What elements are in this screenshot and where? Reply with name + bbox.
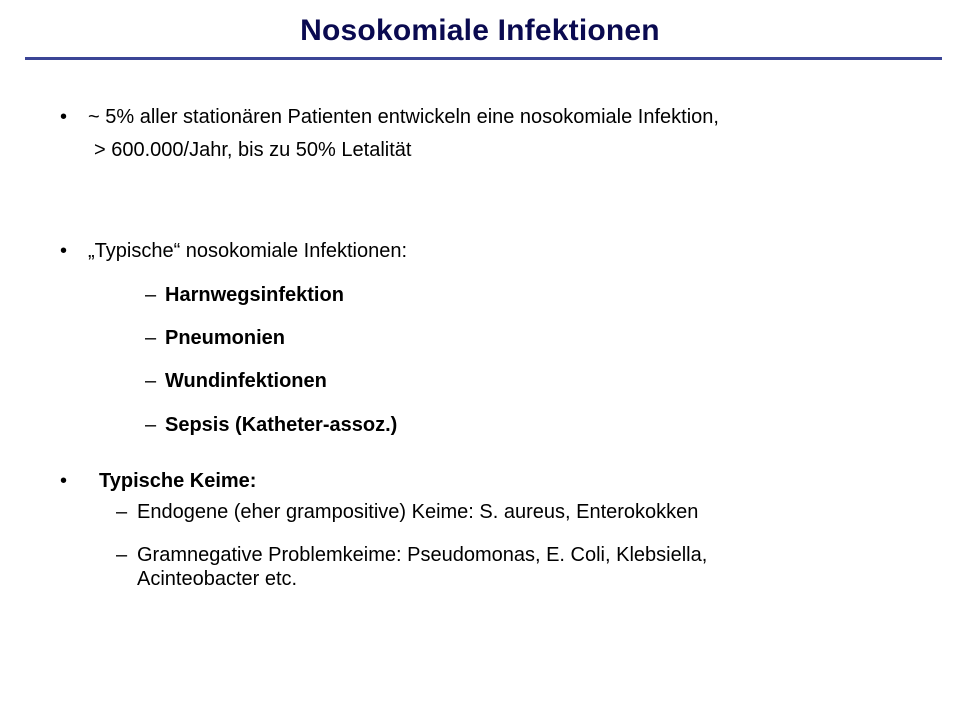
sub-bullet-dash: – [145, 414, 157, 436]
sub-item-sepsis: Sepsis (Katheter-assoz.) [165, 414, 398, 436]
bullet-text-line-1: ~ 5% aller stationären Patienten entwickeln eine nosokomiale Infektion, [88, 106, 719, 128]
sub-item-wundinfektionen: Wundinfektionen [165, 370, 327, 392]
sub-bullet-dash: – [145, 284, 157, 306]
bullet-marker: • [60, 106, 68, 128]
sub-bullet-dash: – [116, 501, 128, 523]
bullet-marker: • [60, 240, 68, 262]
bullet-marker: • [60, 470, 68, 492]
page-title: Nosokomiale Infektionen [300, 14, 660, 47]
sub-item-pneumonien: Pneumonien [165, 327, 286, 349]
bullet-text-line-2: > 600.000/Jahr, bis zu 50% Letalität [94, 139, 412, 161]
title-divider [25, 57, 942, 60]
bullet-text: „Typische“ nosokomiale Infektionen: [88, 240, 408, 262]
sub-item-endogenous-germs: Endogene (eher grampositive) Keime: S. aureus, Enterokokken [137, 501, 699, 523]
bullet-text: Typische Keime: [99, 470, 257, 492]
sub-bullet-dash: – [116, 544, 128, 566]
sub-bullet-dash: – [145, 327, 157, 349]
sub-item-harnwegsinfektion: Harnwegsinfektion [165, 284, 344, 306]
sub-bullet-dash: – [145, 370, 157, 392]
sub-item-gramnegative-germs: Gramnegative Problemkeime: Pseudomonas, E. Coli, Klebsiella, Acinteobacter etc. [137, 544, 708, 590]
